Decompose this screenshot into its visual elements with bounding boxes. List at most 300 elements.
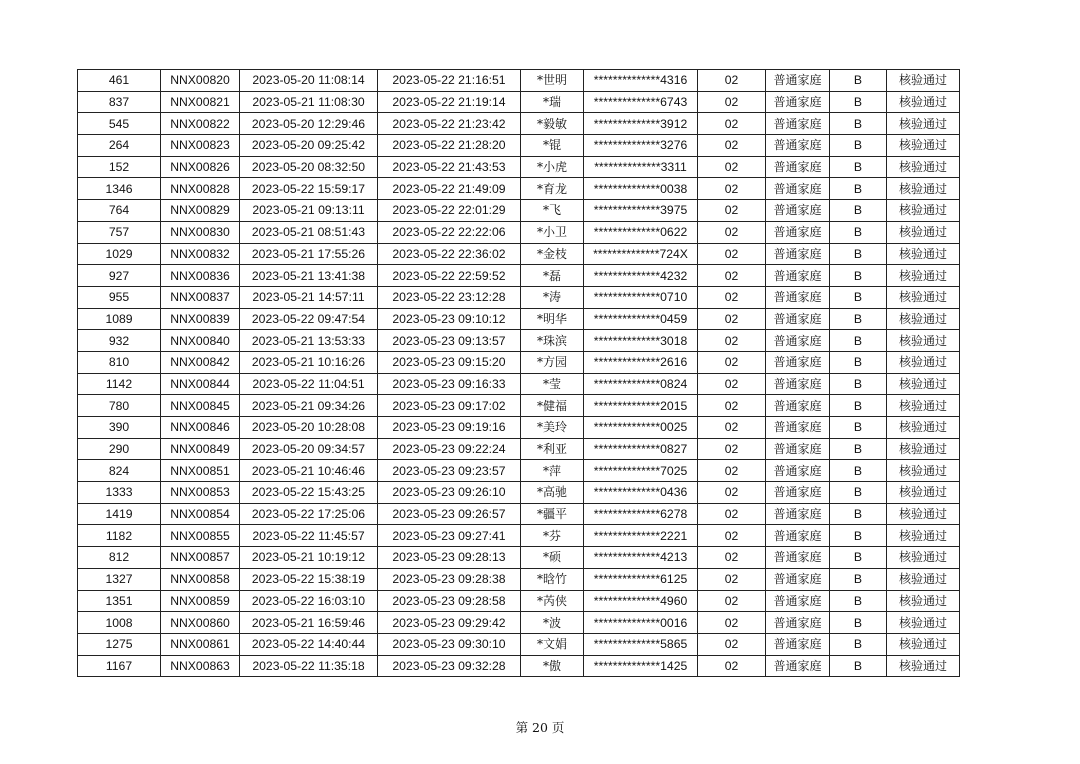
- cell-type-code: 02: [698, 395, 766, 417]
- cell-name: *金枝: [521, 243, 584, 265]
- cell-name: *傲: [521, 655, 584, 677]
- cell-id-number: **************3912: [584, 113, 698, 135]
- cell-grade: B: [830, 113, 887, 135]
- cell-seq: 1333: [78, 482, 161, 504]
- cell-status: 核验通过: [887, 525, 960, 547]
- cell-status: 核验通过: [887, 135, 960, 157]
- cell-type-code: 02: [698, 568, 766, 590]
- cell-grade: B: [830, 655, 887, 677]
- table-row: [78, 395, 960, 417]
- cell-code: NNX00832: [161, 243, 240, 265]
- cell-code: NNX00859: [161, 590, 240, 612]
- cell-category: 普通家庭: [766, 590, 830, 612]
- cell-grade: B: [830, 482, 887, 504]
- cell-status: 核验通过: [887, 243, 960, 265]
- cell-id-number: **************724X: [584, 243, 698, 265]
- cell-name: *育龙: [521, 178, 584, 200]
- cell-code: NNX00844: [161, 373, 240, 395]
- cell-review-time: 2023-05-22 23:12:28: [378, 286, 521, 308]
- cell-id-number: **************2015: [584, 395, 698, 417]
- cell-status: 核验通过: [887, 156, 960, 178]
- cell-code: NNX00839: [161, 308, 240, 330]
- cell-type-code: 02: [698, 221, 766, 243]
- cell-grade: B: [830, 503, 887, 525]
- cell-code: NNX00828: [161, 178, 240, 200]
- cell-type-code: 02: [698, 590, 766, 612]
- cell-apply-time: 2023-05-22 15:59:17: [240, 178, 378, 200]
- cell-category: 普通家庭: [766, 438, 830, 460]
- cell-review-time: 2023-05-22 21:28:20: [378, 135, 521, 157]
- cell-type-code: 02: [698, 286, 766, 308]
- table-row: [78, 525, 960, 547]
- cell-id-number: **************0710: [584, 286, 698, 308]
- cell-grade: B: [830, 135, 887, 157]
- cell-status: 核验通过: [887, 373, 960, 395]
- cell-name: *磊: [521, 265, 584, 287]
- cell-review-time: 2023-05-23 09:28:13: [378, 547, 521, 569]
- cell-id-number: **************4960: [584, 590, 698, 612]
- cell-review-time: 2023-05-23 09:28:58: [378, 590, 521, 612]
- cell-id-number: **************0038: [584, 178, 698, 200]
- cell-apply-time: 2023-05-21 10:19:12: [240, 547, 378, 569]
- cell-name: *涛: [521, 286, 584, 308]
- page-number: 第 20 页: [515, 720, 565, 735]
- table-row: [78, 568, 960, 590]
- cell-name: *晗竹: [521, 568, 584, 590]
- cell-review-time: 2023-05-22 21:49:09: [378, 178, 521, 200]
- cell-category: 普通家庭: [766, 200, 830, 222]
- table-row: [78, 547, 960, 569]
- cell-apply-time: 2023-05-22 15:38:19: [240, 568, 378, 590]
- cell-category: 普通家庭: [766, 330, 830, 352]
- cell-status: 核验通过: [887, 178, 960, 200]
- cell-code: NNX00853: [161, 482, 240, 504]
- cell-seq: 461: [78, 70, 161, 92]
- cell-category: 普通家庭: [766, 655, 830, 677]
- cell-category: 普通家庭: [766, 568, 830, 590]
- cell-apply-time: 2023-05-20 10:28:08: [240, 417, 378, 439]
- table-row: [78, 70, 960, 92]
- cell-type-code: 02: [698, 438, 766, 460]
- cell-code: NNX00845: [161, 395, 240, 417]
- cell-code: NNX00855: [161, 525, 240, 547]
- cell-id-number: **************0016: [584, 612, 698, 634]
- table-row: [78, 265, 960, 287]
- cell-status: 核验通过: [887, 308, 960, 330]
- cell-code: NNX00858: [161, 568, 240, 590]
- cell-seq: 812: [78, 547, 161, 569]
- cell-review-time: 2023-05-23 09:10:12: [378, 308, 521, 330]
- cell-type-code: 02: [698, 525, 766, 547]
- cell-name: *文娟: [521, 633, 584, 655]
- cell-name: *珠滨: [521, 330, 584, 352]
- cell-code: NNX00837: [161, 286, 240, 308]
- cell-grade: B: [830, 156, 887, 178]
- cell-apply-time: 2023-05-22 11:04:51: [240, 373, 378, 395]
- cell-id-number: **************6743: [584, 91, 698, 113]
- table-row: [78, 655, 960, 677]
- cell-status: 核验通过: [887, 547, 960, 569]
- cell-id-number: **************4213: [584, 547, 698, 569]
- table-row: [78, 135, 960, 157]
- cell-review-time: 2023-05-23 09:16:33: [378, 373, 521, 395]
- cell-type-code: 02: [698, 91, 766, 113]
- cell-name: *疆平: [521, 503, 584, 525]
- cell-name: *小虎: [521, 156, 584, 178]
- cell-type-code: 02: [698, 633, 766, 655]
- cell-name: *芬: [521, 525, 584, 547]
- cell-seq: 764: [78, 200, 161, 222]
- cell-grade: B: [830, 221, 887, 243]
- cell-type-code: 02: [698, 460, 766, 482]
- cell-id-number: **************3018: [584, 330, 698, 352]
- table-row: [78, 612, 960, 634]
- cell-grade: B: [830, 351, 887, 373]
- cell-code: NNX00846: [161, 417, 240, 439]
- table-row: [78, 503, 960, 525]
- cell-status: 核验通过: [887, 655, 960, 677]
- cell-category: 普通家庭: [766, 91, 830, 113]
- table-row: [78, 178, 960, 200]
- cell-seq: 1351: [78, 590, 161, 612]
- cell-status: 核验通过: [887, 91, 960, 113]
- cell-grade: B: [830, 438, 887, 460]
- cell-status: 核验通过: [887, 503, 960, 525]
- cell-id-number: **************7025: [584, 460, 698, 482]
- records-table: [77, 69, 960, 677]
- cell-grade: B: [830, 395, 887, 417]
- cell-id-number: **************0025: [584, 417, 698, 439]
- cell-review-time: 2023-05-23 09:13:57: [378, 330, 521, 352]
- cell-category: 普通家庭: [766, 156, 830, 178]
- cell-seq: 837: [78, 91, 161, 113]
- cell-name: *毅敏: [521, 113, 584, 135]
- cell-apply-time: 2023-05-22 09:47:54: [240, 308, 378, 330]
- table-body: [78, 70, 960, 677]
- cell-type-code: 02: [698, 178, 766, 200]
- cell-grade: B: [830, 243, 887, 265]
- cell-id-number: **************1425: [584, 655, 698, 677]
- table-row: [78, 417, 960, 439]
- cell-code: NNX00842: [161, 351, 240, 373]
- cell-id-number: **************0436: [584, 482, 698, 504]
- cell-type-code: 02: [698, 200, 766, 222]
- table-row: [78, 460, 960, 482]
- cell-category: 普通家庭: [766, 547, 830, 569]
- cell-type-code: 02: [698, 330, 766, 352]
- table-row: [78, 351, 960, 373]
- cell-name: *锟: [521, 135, 584, 157]
- cell-type-code: 02: [698, 417, 766, 439]
- table-row: [78, 113, 960, 135]
- table-row: [78, 91, 960, 113]
- cell-apply-time: 2023-05-20 12:29:46: [240, 113, 378, 135]
- cell-apply-time: 2023-05-21 13:53:33: [240, 330, 378, 352]
- cell-type-code: 02: [698, 482, 766, 504]
- table-row: [78, 590, 960, 612]
- cell-category: 普通家庭: [766, 395, 830, 417]
- table-row: [78, 633, 960, 655]
- cell-category: 普通家庭: [766, 633, 830, 655]
- cell-code: NNX00822: [161, 113, 240, 135]
- cell-code: NNX00830: [161, 221, 240, 243]
- cell-grade: B: [830, 633, 887, 655]
- cell-code: NNX00851: [161, 460, 240, 482]
- cell-category: 普通家庭: [766, 178, 830, 200]
- cell-id-number: **************3975: [584, 200, 698, 222]
- cell-apply-time: 2023-05-21 14:57:11: [240, 286, 378, 308]
- cell-category: 普通家庭: [766, 135, 830, 157]
- cell-id-number: **************3311: [584, 156, 698, 178]
- cell-grade: B: [830, 308, 887, 330]
- cell-status: 核验通过: [887, 612, 960, 634]
- cell-apply-time: 2023-05-22 11:35:18: [240, 655, 378, 677]
- cell-type-code: 02: [698, 265, 766, 287]
- cell-apply-time: 2023-05-21 16:59:46: [240, 612, 378, 634]
- cell-seq: 932: [78, 330, 161, 352]
- cell-name: *莹: [521, 373, 584, 395]
- cell-seq: 1419: [78, 503, 161, 525]
- cell-grade: B: [830, 265, 887, 287]
- cell-review-time: 2023-05-23 09:26:57: [378, 503, 521, 525]
- cell-code: NNX00820: [161, 70, 240, 92]
- cell-category: 普通家庭: [766, 373, 830, 395]
- table-row: [78, 243, 960, 265]
- cell-apply-time: 2023-05-20 11:08:14: [240, 70, 378, 92]
- cell-seq: 1327: [78, 568, 161, 590]
- cell-status: 核验通过: [887, 351, 960, 373]
- cell-category: 普通家庭: [766, 351, 830, 373]
- cell-grade: B: [830, 91, 887, 113]
- cell-type-code: 02: [698, 373, 766, 395]
- cell-review-time: 2023-05-23 09:26:10: [378, 482, 521, 504]
- cell-type-code: 02: [698, 547, 766, 569]
- cell-name: *高驰: [521, 482, 584, 504]
- cell-status: 核验通过: [887, 286, 960, 308]
- cell-id-number: **************4316: [584, 70, 698, 92]
- cell-seq: 780: [78, 395, 161, 417]
- cell-name: *芮侠: [521, 590, 584, 612]
- cell-review-time: 2023-05-22 21:19:14: [378, 91, 521, 113]
- cell-category: 普通家庭: [766, 612, 830, 634]
- cell-review-time: 2023-05-22 22:36:02: [378, 243, 521, 265]
- cell-id-number: **************4232: [584, 265, 698, 287]
- cell-grade: B: [830, 286, 887, 308]
- cell-seq: 1182: [78, 525, 161, 547]
- cell-apply-time: 2023-05-20 08:32:50: [240, 156, 378, 178]
- cell-grade: B: [830, 70, 887, 92]
- cell-grade: B: [830, 612, 887, 634]
- cell-apply-time: 2023-05-20 09:25:42: [240, 135, 378, 157]
- cell-code: NNX00826: [161, 156, 240, 178]
- cell-apply-time: 2023-05-22 11:45:57: [240, 525, 378, 547]
- cell-seq: 264: [78, 135, 161, 157]
- cell-status: 核验通过: [887, 482, 960, 504]
- cell-review-time: 2023-05-23 09:23:57: [378, 460, 521, 482]
- cell-id-number: **************3276: [584, 135, 698, 157]
- cell-grade: B: [830, 590, 887, 612]
- cell-type-code: 02: [698, 351, 766, 373]
- cell-category: 普通家庭: [766, 503, 830, 525]
- cell-seq: 824: [78, 460, 161, 482]
- cell-grade: B: [830, 178, 887, 200]
- cell-code: NNX00821: [161, 91, 240, 113]
- cell-grade: B: [830, 330, 887, 352]
- table-row: [78, 221, 960, 243]
- cell-seq: 1029: [78, 243, 161, 265]
- cell-seq: 390: [78, 417, 161, 439]
- cell-status: 核验通过: [887, 417, 960, 439]
- cell-code: NNX00857: [161, 547, 240, 569]
- cell-apply-time: 2023-05-21 10:16:26: [240, 351, 378, 373]
- cell-apply-time: 2023-05-22 16:03:10: [240, 590, 378, 612]
- cell-category: 普通家庭: [766, 525, 830, 547]
- table-row: [78, 286, 960, 308]
- cell-grade: B: [830, 200, 887, 222]
- cell-id-number: **************0459: [584, 308, 698, 330]
- cell-type-code: 02: [698, 113, 766, 135]
- cell-code: NNX00840: [161, 330, 240, 352]
- cell-status: 核验通过: [887, 330, 960, 352]
- cell-status: 核验通过: [887, 265, 960, 287]
- cell-code: NNX00836: [161, 265, 240, 287]
- cell-name: *小卫: [521, 221, 584, 243]
- cell-id-number: **************0824: [584, 373, 698, 395]
- cell-seq: 955: [78, 286, 161, 308]
- cell-category: 普通家庭: [766, 113, 830, 135]
- cell-id-number: **************2616: [584, 351, 698, 373]
- cell-review-time: 2023-05-23 09:30:10: [378, 633, 521, 655]
- cell-type-code: 02: [698, 308, 766, 330]
- cell-category: 普通家庭: [766, 482, 830, 504]
- cell-status: 核验通过: [887, 568, 960, 590]
- cell-apply-time: 2023-05-22 14:40:44: [240, 633, 378, 655]
- cell-review-time: 2023-05-23 09:17:02: [378, 395, 521, 417]
- cell-type-code: 02: [698, 612, 766, 634]
- cell-status: 核验通过: [887, 70, 960, 92]
- cell-apply-time: 2023-05-20 09:34:57: [240, 438, 378, 460]
- cell-type-code: 02: [698, 70, 766, 92]
- cell-review-time: 2023-05-22 21:16:51: [378, 70, 521, 92]
- cell-category: 普通家庭: [766, 221, 830, 243]
- cell-apply-time: 2023-05-21 13:41:38: [240, 265, 378, 287]
- cell-category: 普通家庭: [766, 70, 830, 92]
- table-row: [78, 330, 960, 352]
- cell-seq: 152: [78, 156, 161, 178]
- cell-apply-time: 2023-05-22 15:43:25: [240, 482, 378, 504]
- cell-name: *世明: [521, 70, 584, 92]
- table-row: [78, 373, 960, 395]
- cell-code: NNX00854: [161, 503, 240, 525]
- cell-apply-time: 2023-05-22 17:25:06: [240, 503, 378, 525]
- cell-category: 普通家庭: [766, 265, 830, 287]
- cell-id-number: **************5865: [584, 633, 698, 655]
- cell-name: *瑞: [521, 91, 584, 113]
- table-row: [78, 200, 960, 222]
- cell-type-code: 02: [698, 503, 766, 525]
- cell-type-code: 02: [698, 135, 766, 157]
- cell-name: *利亚: [521, 438, 584, 460]
- table-row: [78, 482, 960, 504]
- cell-apply-time: 2023-05-21 10:46:46: [240, 460, 378, 482]
- table-row: [78, 438, 960, 460]
- cell-status: 核验通过: [887, 221, 960, 243]
- table-row: [78, 308, 960, 330]
- cell-status: 核验通过: [887, 633, 960, 655]
- cell-apply-time: 2023-05-21 09:34:26: [240, 395, 378, 417]
- cell-seq: 927: [78, 265, 161, 287]
- cell-review-time: 2023-05-23 09:32:28: [378, 655, 521, 677]
- cell-name: *健福: [521, 395, 584, 417]
- cell-apply-time: 2023-05-21 08:51:43: [240, 221, 378, 243]
- cell-seq: 545: [78, 113, 161, 135]
- table-row: [78, 156, 960, 178]
- cell-seq: 1346: [78, 178, 161, 200]
- cell-code: NNX00823: [161, 135, 240, 157]
- cell-name: *明华: [521, 308, 584, 330]
- cell-name: *硕: [521, 547, 584, 569]
- cell-grade: B: [830, 547, 887, 569]
- cell-seq: 1142: [78, 373, 161, 395]
- cell-code: NNX00863: [161, 655, 240, 677]
- cell-code: NNX00861: [161, 633, 240, 655]
- cell-seq: 290: [78, 438, 161, 460]
- cell-seq: 1089: [78, 308, 161, 330]
- cell-code: NNX00860: [161, 612, 240, 634]
- cell-seq: 757: [78, 221, 161, 243]
- cell-category: 普通家庭: [766, 417, 830, 439]
- cell-review-time: 2023-05-22 21:43:53: [378, 156, 521, 178]
- cell-review-time: 2023-05-23 09:29:42: [378, 612, 521, 634]
- cell-type-code: 02: [698, 655, 766, 677]
- cell-category: 普通家庭: [766, 460, 830, 482]
- cell-status: 核验通过: [887, 438, 960, 460]
- cell-status: 核验通过: [887, 200, 960, 222]
- cell-grade: B: [830, 525, 887, 547]
- cell-category: 普通家庭: [766, 286, 830, 308]
- cell-id-number: **************0827: [584, 438, 698, 460]
- cell-review-time: 2023-05-22 21:23:42: [378, 113, 521, 135]
- cell-id-number: **************6278: [584, 503, 698, 525]
- cell-review-time: 2023-05-23 09:28:38: [378, 568, 521, 590]
- cell-grade: B: [830, 373, 887, 395]
- cell-status: 核验通过: [887, 113, 960, 135]
- cell-apply-time: 2023-05-21 09:13:11: [240, 200, 378, 222]
- cell-category: 普通家庭: [766, 308, 830, 330]
- cell-grade: B: [830, 460, 887, 482]
- cell-apply-time: 2023-05-21 11:08:30: [240, 91, 378, 113]
- cell-seq: 1275: [78, 633, 161, 655]
- cell-code: NNX00829: [161, 200, 240, 222]
- cell-category: 普通家庭: [766, 243, 830, 265]
- cell-status: 核验通过: [887, 590, 960, 612]
- cell-id-number: **************0622: [584, 221, 698, 243]
- cell-grade: B: [830, 568, 887, 590]
- cell-name: *美玲: [521, 417, 584, 439]
- cell-name: *飞: [521, 200, 584, 222]
- cell-seq: 1008: [78, 612, 161, 634]
- cell-apply-time: 2023-05-21 17:55:26: [240, 243, 378, 265]
- cell-status: 核验通过: [887, 395, 960, 417]
- cell-id-number: **************6125: [584, 568, 698, 590]
- cell-type-code: 02: [698, 156, 766, 178]
- cell-name: *波: [521, 612, 584, 634]
- cell-review-time: 2023-05-23 09:15:20: [378, 351, 521, 373]
- cell-review-time: 2023-05-22 22:59:52: [378, 265, 521, 287]
- cell-review-time: 2023-05-22 22:01:29: [378, 200, 521, 222]
- cell-status: 核验通过: [887, 460, 960, 482]
- cell-seq: 1167: [78, 655, 161, 677]
